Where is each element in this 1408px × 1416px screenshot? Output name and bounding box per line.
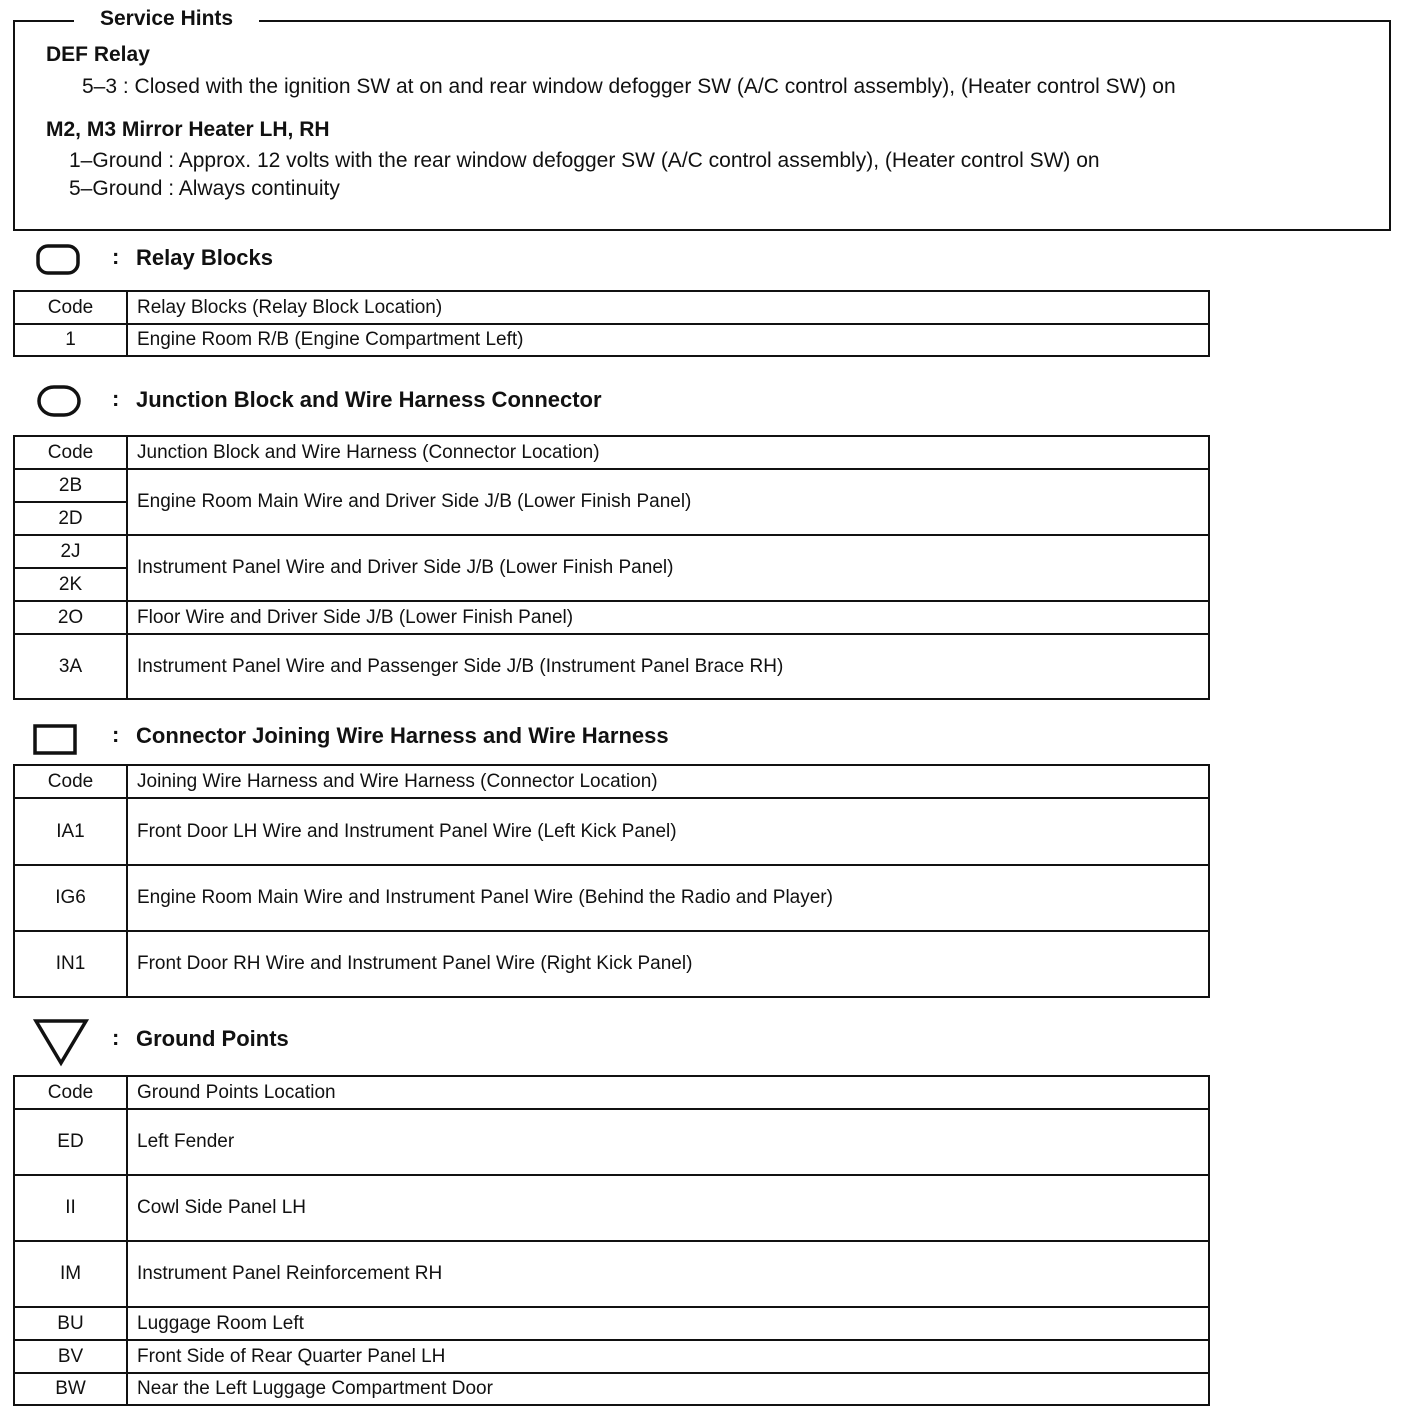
- ground-points-table: [13, 1075, 1210, 1406]
- row-description: Instrument Panel Wire and Passenger Side J/B (Instrument Panel Brace RH): [127, 634, 1209, 699]
- row-code: II: [14, 1175, 127, 1241]
- table-header-row: [14, 1076, 1209, 1109]
- section-colon: :: [112, 722, 120, 747]
- relay-blocks-table: [13, 290, 1210, 357]
- column-header-location: Ground Points Location: [127, 1076, 1209, 1109]
- oval-icon: [37, 385, 83, 419]
- table-header-row: [14, 436, 1209, 469]
- row-description: Engine Room Main Wire and Instrument Panel Wire (Behind the Radio and Player): [127, 865, 1209, 931]
- section-title-ground-points: Ground Points: [136, 1026, 289, 1051]
- row-code: BU: [14, 1307, 127, 1340]
- row-code: BW: [14, 1373, 127, 1405]
- row-code: 2B: [14, 469, 127, 502]
- service-hints-title: Service Hints: [74, 5, 259, 33]
- row-description: Instrument Panel Reinforcement RH: [127, 1241, 1209, 1307]
- table-row: [14, 931, 1209, 997]
- row-code: 3A: [14, 634, 127, 699]
- table-header-row: [14, 765, 1209, 798]
- section-title-junction-block: Junction Block and Wire Harness Connector: [136, 387, 602, 412]
- column-header-location: Joining Wire Harness and Wire Harness (Connector Location): [127, 765, 1209, 798]
- table-row: [14, 1373, 1209, 1405]
- hint-line: 5–Ground : Always continuity: [69, 177, 340, 200]
- table-row: [14, 324, 1209, 356]
- row-code: IN1: [14, 931, 127, 997]
- column-header-location: Junction Block and Wire Harness (Connector Location): [127, 436, 1209, 469]
- column-header-code: Code: [14, 436, 127, 469]
- section-colon: :: [112, 1025, 120, 1050]
- rectangle-icon: [33, 723, 79, 757]
- hint-heading-mirror-heater: M2, M3 Mirror Heater LH, RH: [46, 118, 330, 141]
- table-row: [14, 469, 1209, 502]
- hint-heading-def-relay: DEF Relay: [46, 43, 150, 66]
- section-title-connector-joining: Connector Joining Wire Harness and Wire Harness: [136, 723, 669, 748]
- row-code: IM: [14, 1241, 127, 1307]
- table-row: [14, 1307, 1209, 1340]
- row-description: Engine Room Main Wire and Driver Side J/B (Lower Finish Panel): [127, 469, 1209, 535]
- row-code: 2D: [14, 502, 127, 535]
- row-description: Luggage Room Left: [127, 1307, 1209, 1340]
- table-row: [14, 601, 1209, 634]
- row-description: Near the Left Luggage Compartment Door: [127, 1373, 1209, 1405]
- row-description: Front Door LH Wire and Instrument Panel Wire (Left Kick Panel): [127, 798, 1209, 865]
- row-code: IG6: [14, 865, 127, 931]
- hint-line: 1–Ground : Approx. 12 volts with the rear window defogger SW (A/C control assembly), (Heater control SW) on: [69, 149, 1100, 172]
- column-header-code: Code: [14, 765, 127, 798]
- row-code: ED: [14, 1109, 127, 1175]
- row-code: IA1: [14, 798, 127, 865]
- table-header-row: [14, 291, 1209, 324]
- section-colon: :: [112, 244, 120, 269]
- row-description: Front Door RH Wire and Instrument Panel Wire (Right Kick Panel): [127, 931, 1209, 997]
- row-code: 1: [14, 324, 127, 356]
- column-header-location: Relay Blocks (Relay Block Location): [127, 291, 1209, 324]
- table-row: [14, 634, 1209, 699]
- table-row: [14, 535, 1209, 568]
- table-row: [14, 1340, 1209, 1373]
- row-code: BV: [14, 1340, 127, 1373]
- connector-joining-table: [13, 764, 1210, 998]
- row-code: 2O: [14, 601, 127, 634]
- table-row: [14, 1175, 1209, 1241]
- row-code: 2K: [14, 568, 127, 601]
- row-code: 2J: [14, 535, 127, 568]
- down-triangle-icon: [33, 1018, 89, 1068]
- table-row: [14, 1109, 1209, 1175]
- column-header-code: Code: [14, 291, 127, 324]
- section-title-relay-blocks: Relay Blocks: [136, 245, 273, 270]
- table-row: [14, 798, 1209, 865]
- row-description: Cowl Side Panel LH: [127, 1175, 1209, 1241]
- row-description: Engine Room R/B (Engine Compartment Left): [127, 324, 1209, 356]
- row-description: Instrument Panel Wire and Driver Side J/B (Lower Finish Panel): [127, 535, 1209, 601]
- row-description: Left Fender: [127, 1109, 1209, 1175]
- column-header-code: Code: [14, 1076, 127, 1109]
- rounded-rectangle-icon: [36, 244, 82, 276]
- row-description: Floor Wire and Driver Side J/B (Lower Finish Panel): [127, 601, 1209, 634]
- hint-line: 5–3 : Closed with the ignition SW at on and rear window defogger SW (A/C control assembly), (Heater control SW) on: [82, 75, 1176, 98]
- section-colon: :: [112, 386, 120, 411]
- table-row: [14, 1241, 1209, 1307]
- junction-block-table: [13, 435, 1210, 700]
- row-description: Front Side of Rear Quarter Panel LH: [127, 1340, 1209, 1373]
- table-row: [14, 865, 1209, 931]
